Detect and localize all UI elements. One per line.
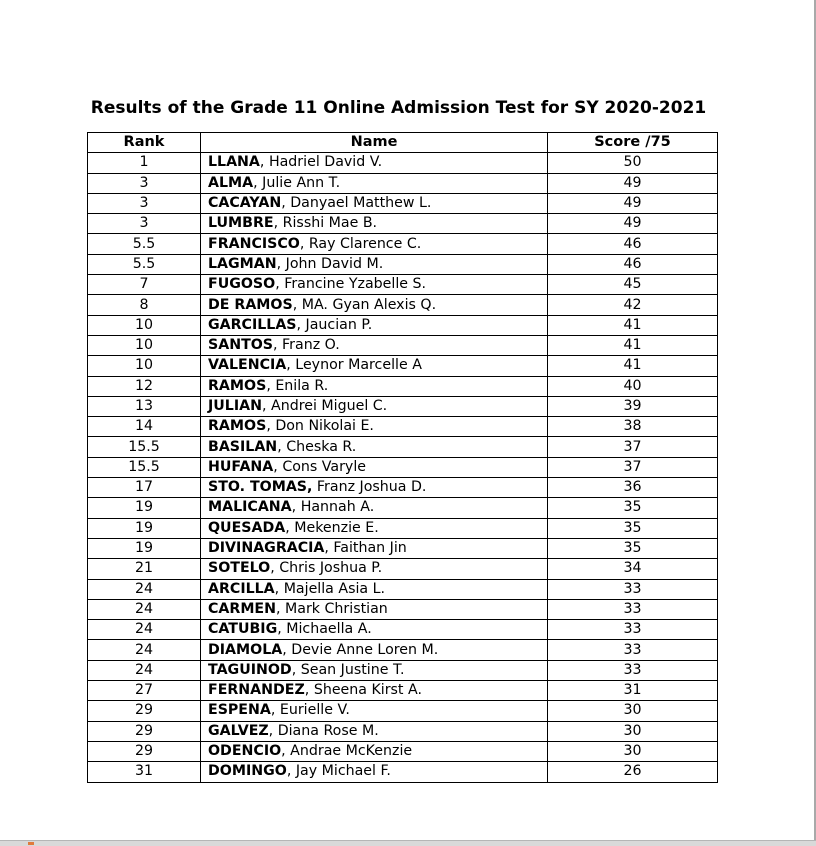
given-name: , Francine Yzabelle S. bbox=[275, 276, 427, 293]
surname: ALMA bbox=[208, 174, 254, 191]
table-row bbox=[88, 559, 718, 579]
rank-cell: 31 bbox=[88, 762, 201, 782]
surname: CATUBIG bbox=[208, 621, 278, 638]
score-cell: 34 bbox=[548, 559, 718, 579]
name-cell bbox=[201, 214, 548, 234]
score-cell: 36 bbox=[548, 478, 718, 498]
given-name: , Majella Asia L. bbox=[274, 580, 386, 597]
given-name: , John David M. bbox=[276, 255, 384, 272]
given-name: , Don Nikolai E. bbox=[266, 418, 374, 435]
name-cell bbox=[201, 579, 548, 599]
table-row bbox=[88, 295, 718, 315]
name-cell bbox=[201, 437, 548, 457]
name-cell bbox=[201, 640, 548, 660]
surname: DIVINAGRACIA bbox=[208, 540, 325, 557]
rank-cell: 24 bbox=[88, 620, 201, 640]
name-cell bbox=[201, 660, 548, 680]
table-row bbox=[88, 762, 718, 782]
name-cell bbox=[201, 599, 548, 619]
name-cell bbox=[201, 538, 548, 558]
surname: GALVEZ bbox=[208, 722, 269, 739]
name-cell bbox=[201, 275, 548, 295]
score-cell: 33 bbox=[548, 599, 718, 619]
rank-cell: 7 bbox=[88, 275, 201, 295]
table-row bbox=[88, 538, 718, 558]
given-name: , Andrei Miguel C. bbox=[261, 398, 388, 414]
rank-cell: 10 bbox=[88, 315, 201, 335]
name-cell bbox=[201, 193, 548, 213]
name-cell bbox=[201, 315, 548, 335]
score-cell: 33 bbox=[548, 579, 718, 599]
table-row bbox=[88, 437, 718, 457]
table-row bbox=[88, 153, 718, 173]
name-cell bbox=[201, 234, 548, 254]
rank-cell: 19 bbox=[88, 538, 201, 558]
rank-cell: 24 bbox=[88, 579, 201, 599]
score-cell: 49 bbox=[548, 214, 718, 234]
rank-cell: 24 bbox=[88, 660, 201, 680]
given-name: , Devie Anne Loren M. bbox=[282, 641, 439, 658]
score-cell: 33 bbox=[548, 620, 718, 640]
table-row bbox=[88, 498, 718, 518]
name-cell bbox=[201, 295, 548, 315]
given-name: , Faithan Jin bbox=[324, 540, 407, 557]
given-name: , Mark Christian bbox=[276, 600, 388, 617]
surname: LUMBRE bbox=[208, 215, 274, 232]
score-cell: 41 bbox=[548, 335, 718, 355]
given-name: , MA. Gyan Alexis Q. bbox=[292, 296, 437, 313]
table-row bbox=[88, 396, 718, 416]
table-row bbox=[88, 478, 718, 498]
score-cell: 40 bbox=[548, 376, 718, 396]
surname: RAMOS bbox=[208, 377, 267, 394]
table-row bbox=[88, 741, 718, 761]
column-header-score: Score /75 bbox=[548, 133, 718, 153]
score-cell: 30 bbox=[548, 721, 718, 741]
table-row bbox=[88, 660, 718, 680]
surname: QUESADA bbox=[208, 519, 286, 536]
score-cell: 37 bbox=[548, 437, 718, 457]
score-cell: 35 bbox=[548, 498, 718, 518]
score-cell: 45 bbox=[548, 275, 718, 295]
table-row bbox=[88, 721, 718, 741]
given-name: , Enila R. bbox=[266, 377, 329, 394]
score-cell: 42 bbox=[548, 295, 718, 315]
rank-cell: 5.5 bbox=[88, 234, 201, 254]
surname: TAGUINOD bbox=[208, 661, 292, 678]
rank-cell: 17 bbox=[88, 478, 201, 498]
table-row bbox=[88, 335, 718, 355]
given-name: , Julie Ann T. bbox=[253, 174, 341, 191]
rank-cell: 19 bbox=[88, 518, 201, 538]
surname: JULIAN bbox=[208, 398, 262, 414]
table-row bbox=[88, 173, 718, 193]
name-cell bbox=[201, 620, 548, 640]
document-title: Results of the Grade 11 Online Admission Test for SY 2020-2021 bbox=[90, 98, 707, 118]
rank-cell: 10 bbox=[88, 335, 201, 355]
surname: DIAMOLA bbox=[208, 641, 283, 658]
table-row bbox=[88, 640, 718, 660]
given-name: , Sean Justine T. bbox=[291, 661, 405, 678]
surname: FRANCISCO bbox=[208, 235, 300, 252]
rank-cell: 14 bbox=[88, 417, 201, 437]
rank-cell: 10 bbox=[88, 356, 201, 376]
given-name: , Hannah A. bbox=[291, 499, 375, 516]
rank-cell: 15.5 bbox=[88, 437, 201, 457]
table-row bbox=[88, 457, 718, 477]
status-bar-strip bbox=[0, 840, 816, 846]
given-name: , Chris Joshua P. bbox=[270, 560, 383, 577]
score-cell: 37 bbox=[548, 457, 718, 477]
given-name: , Jaucian P. bbox=[296, 316, 373, 333]
rank-cell: 24 bbox=[88, 599, 201, 619]
name-cell bbox=[201, 396, 548, 416]
surname: STO. TOMAS, bbox=[208, 479, 313, 496]
table-row bbox=[88, 234, 718, 254]
name-cell bbox=[201, 356, 548, 376]
surname: DOMINGO bbox=[208, 763, 287, 780]
surname: VALENCIA bbox=[208, 357, 287, 374]
given-name: , Diana Rose M. bbox=[268, 722, 379, 739]
rank-cell: 15.5 bbox=[88, 457, 201, 477]
rank-cell: 8 bbox=[88, 295, 201, 315]
table-header-row bbox=[88, 133, 718, 153]
surname: FUGOSO bbox=[208, 276, 276, 293]
given-name: , Franz O. bbox=[273, 337, 340, 354]
table-row bbox=[88, 275, 718, 295]
given-name: , Michaella A. bbox=[277, 621, 372, 638]
table-row bbox=[88, 315, 718, 335]
score-cell: 46 bbox=[548, 234, 718, 254]
surname: FERNANDEZ bbox=[208, 682, 305, 699]
given-name: , Cheska R. bbox=[277, 438, 357, 455]
name-cell bbox=[201, 741, 548, 761]
given-name: , Risshi Mae B. bbox=[273, 215, 378, 232]
given-name: , Danyael Matthew L. bbox=[281, 195, 432, 212]
surname: GARCILLAS bbox=[208, 316, 297, 333]
score-cell: 35 bbox=[548, 538, 718, 558]
score-cell: 41 bbox=[548, 356, 718, 376]
name-cell bbox=[201, 721, 548, 741]
table-row bbox=[88, 681, 718, 701]
score-cell: 38 bbox=[548, 417, 718, 437]
name-cell bbox=[201, 417, 548, 437]
given-name: , Mekenzie E. bbox=[285, 519, 379, 536]
given-name: , Leynor Marcelle A bbox=[286, 357, 422, 374]
given-name: , Ray Clarence C. bbox=[299, 235, 422, 252]
name-cell bbox=[201, 478, 548, 498]
rank-cell: 29 bbox=[88, 741, 201, 761]
surname: RAMOS bbox=[208, 418, 267, 435]
surname: CACAYAN bbox=[208, 195, 282, 212]
rank-cell: 1 bbox=[88, 153, 201, 173]
given-name: , Cons Varyle bbox=[273, 458, 366, 475]
given-name: Franz Joshua D. bbox=[312, 479, 427, 496]
score-cell: 49 bbox=[548, 173, 718, 193]
table-row bbox=[88, 356, 718, 376]
rank-cell: 24 bbox=[88, 640, 201, 660]
table-row bbox=[88, 193, 718, 213]
score-cell: 26 bbox=[548, 762, 718, 782]
name-cell bbox=[201, 701, 548, 721]
name-cell bbox=[201, 376, 548, 396]
surname: MALICANA bbox=[208, 499, 292, 516]
table-row bbox=[88, 518, 718, 538]
table-row bbox=[88, 214, 718, 234]
rank-cell: 3 bbox=[88, 214, 201, 234]
rank-cell: 5.5 bbox=[88, 254, 201, 274]
table-body bbox=[88, 153, 718, 782]
surname: SOTELO bbox=[208, 560, 271, 577]
rank-cell: 27 bbox=[88, 681, 201, 701]
table-row bbox=[88, 620, 718, 640]
surname: LAGMAN bbox=[208, 255, 277, 272]
surname: CARMEN bbox=[208, 600, 277, 617]
name-cell bbox=[201, 457, 548, 477]
given-name: , Jay Michael F. bbox=[286, 763, 391, 780]
rank-cell: 12 bbox=[88, 376, 201, 396]
surname: ESPENA bbox=[208, 702, 271, 719]
score-cell: 39 bbox=[548, 396, 718, 416]
table-row bbox=[88, 254, 718, 274]
table-row bbox=[88, 599, 718, 619]
score-cell: 41 bbox=[548, 315, 718, 335]
given-name: , Eurielle V. bbox=[270, 702, 350, 719]
given-name: , Sheena Kirst A. bbox=[304, 682, 422, 699]
surname: BASILAN bbox=[208, 438, 278, 455]
name-cell bbox=[201, 153, 548, 173]
given-name: , Andrae McKenzie bbox=[281, 743, 413, 760]
score-cell: 50 bbox=[548, 153, 718, 173]
surname: HUFANA bbox=[208, 458, 274, 475]
score-cell: 30 bbox=[548, 701, 718, 721]
name-cell bbox=[201, 762, 548, 782]
score-cell: 46 bbox=[548, 254, 718, 274]
rank-cell: 3 bbox=[88, 193, 201, 213]
table-row bbox=[88, 579, 718, 599]
rank-cell: 13 bbox=[88, 396, 201, 416]
surname: SANTOS bbox=[208, 337, 274, 354]
table-row bbox=[88, 701, 718, 721]
score-cell: 35 bbox=[548, 518, 718, 538]
score-cell: 33 bbox=[548, 660, 718, 680]
name-cell bbox=[201, 335, 548, 355]
surname: LLANA bbox=[208, 154, 260, 171]
rank-cell: 19 bbox=[88, 498, 201, 518]
name-cell bbox=[201, 518, 548, 538]
surname: ARCILLA bbox=[208, 580, 275, 597]
rank-cell: 3 bbox=[88, 173, 201, 193]
name-cell bbox=[201, 498, 548, 518]
table-row bbox=[88, 376, 718, 396]
name-cell bbox=[201, 254, 548, 274]
column-header-rank: Rank bbox=[88, 133, 201, 153]
rank-cell: 29 bbox=[88, 701, 201, 721]
score-cell: 49 bbox=[548, 193, 718, 213]
name-cell bbox=[201, 559, 548, 579]
results-table bbox=[87, 132, 718, 783]
score-cell: 31 bbox=[548, 681, 718, 701]
given-name: , Hadriel David V. bbox=[259, 154, 383, 171]
score-cell: 33 bbox=[548, 640, 718, 660]
table-row bbox=[88, 417, 718, 437]
column-header-name: Name bbox=[201, 133, 548, 153]
surname: DE RAMOS bbox=[208, 296, 293, 313]
rank-cell: 21 bbox=[88, 559, 201, 579]
rank-cell: 29 bbox=[88, 721, 201, 741]
name-cell bbox=[201, 173, 548, 193]
surname: ODENCIO bbox=[208, 743, 282, 760]
score-cell: 30 bbox=[548, 741, 718, 761]
name-cell bbox=[201, 681, 548, 701]
